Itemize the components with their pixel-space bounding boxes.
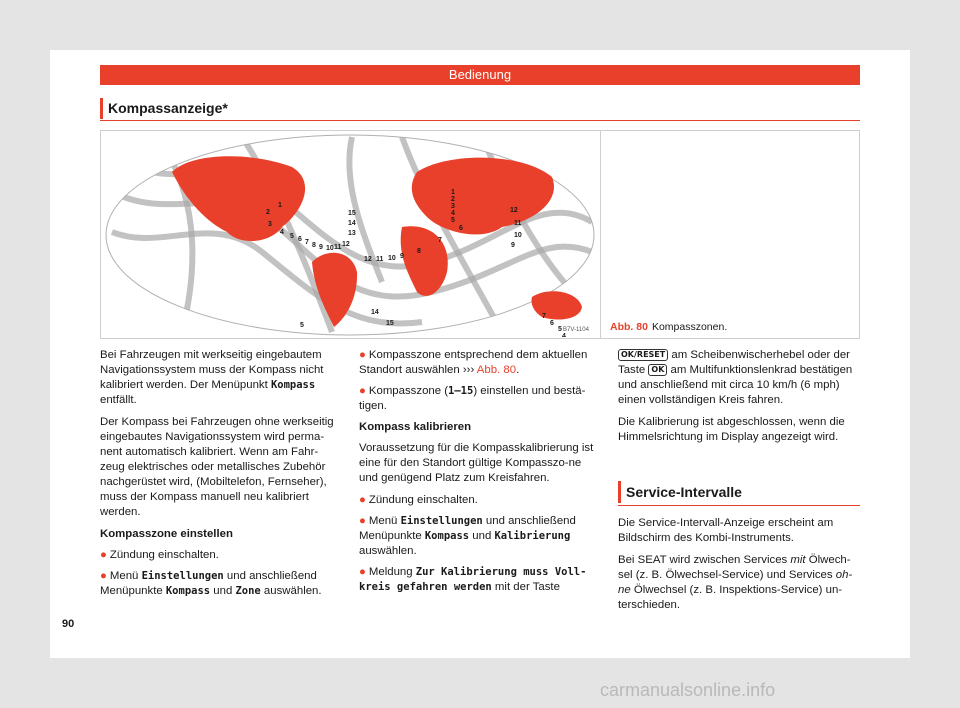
caption-number: Abb. 80 — [610, 321, 648, 333]
zone-label: 6 — [550, 320, 554, 327]
bullet-dot-icon: ● — [359, 385, 366, 397]
bullet-item: ● Zündung einschalten. — [100, 549, 219, 561]
zone-label: 5 — [451, 217, 455, 224]
chapter-band: Bedienung — [100, 65, 860, 85]
caption-text: Kompasszonen. — [651, 321, 728, 333]
bullet-dot-icon: ● — [359, 349, 366, 361]
zone-label: 9 — [511, 242, 515, 249]
zone-label: 6 — [298, 236, 302, 243]
heading-rule — [100, 120, 860, 121]
compass-zone-map — [102, 132, 598, 337]
australia-landmass — [531, 291, 582, 319]
zone-label: 3 — [268, 221, 272, 228]
figure-reference-link[interactable]: Abb. 80 — [474, 364, 517, 376]
zone-label: 15 — [348, 210, 356, 217]
zone-label: 14 — [371, 309, 379, 316]
column-left — [100, 348, 342, 605]
subheading: Kompasszone einstellen — [100, 528, 233, 540]
page-number: 90 — [62, 618, 75, 630]
zone-label: 11 — [514, 220, 522, 227]
zone-label: 3 — [451, 203, 455, 210]
zone-label: 10 — [388, 255, 396, 262]
zone-label: 12 — [342, 241, 350, 248]
zone-label: 10 — [514, 232, 522, 239]
paragraph: Bei Fahrzeugen mit werkseitig eingebautem Navigationssystem muss der Kompass nicht kalibriert werden. Der Menüpunkt Kompass entfällt. — [100, 349, 324, 406]
bullet-item: ● Meldung Zur Kalibrierung muss Voll-kreis gefahren werden mit der Taste — [359, 566, 587, 593]
paragraph: Bei SEAT wird zwischen Services mit Ölwech-sel (z. B. Ölwechsel-Service) und Services oh-ne Ölwechsel (z. B. Inspektions-Service) un-terschieden. — [618, 554, 853, 611]
zone-label: 8 — [417, 248, 421, 255]
zone-label: 9 — [400, 253, 404, 260]
reference-arrows: ››› — [462, 364, 475, 376]
manual-page — [50, 50, 910, 658]
zone-label: 12 — [364, 256, 372, 263]
zone-label: 5 — [558, 326, 562, 333]
zone-label: 13 — [348, 230, 356, 237]
column-middle — [359, 348, 601, 601]
zone-label: 11 — [334, 244, 342, 251]
column-right — [618, 348, 860, 452]
paragraph: Der Kompass bei Fahrzeugen ohne werkseitig eingebautes Navigationssystem wird perma-nent automatisch kalibriert. Wenn am Fahr-zeug elektrisches oder metallisches Zubehör nachgerüstet wird, (Mobiltelefon, Fernseher), muss der Kompass manuell neu kalibriert werden. — [100, 416, 334, 518]
zone-label: 15 — [386, 320, 394, 327]
figure-caption — [610, 320, 727, 334]
zone-label: 10 — [326, 245, 334, 252]
bullet-item: ● Kompasszone (1–15) einstellen und bestä-tigen. — [359, 385, 586, 412]
section-title: Kompassanzeige* — [108, 100, 228, 116]
bullet-dot-icon: ● — [100, 549, 107, 561]
bullet-dot-icon: ● — [359, 566, 366, 578]
zone-label: 9 — [319, 244, 323, 251]
paragraph: OK/RESET am Scheibenwischerhebel oder der Taste OK am Multifunktionslenkrad bestätigen und anschließend mit circa 10 km/h (6 mph) einen vollständigen Kreis fahren. — [618, 349, 853, 406]
paragraph: Voraussetzung für die Kompasskalibrierung ist eine für den Standort gültige Kompasszo-ne und genügend Platz zum Kreisfahren. — [359, 442, 594, 484]
zone-label: 4 — [562, 333, 566, 337]
zone-label: 1 — [278, 202, 282, 209]
bullet-dot-icon: ● — [359, 494, 366, 506]
subsection-rule — [618, 505, 860, 506]
bullet-item: ● Menü Einstellungen und anschließend Menüpunkte Kompass und Kalibrierung auswählen. — [359, 515, 576, 557]
menu-item-code: Kompass — [270, 379, 316, 391]
zone-label: 5 — [290, 233, 294, 240]
zone-label: 2 — [266, 209, 270, 216]
subsection-accent — [618, 481, 621, 503]
paragraph: Die Kalibrierung ist abgeschlossen, wenn die Himmelsrichtung im Display angezeigt wird. — [618, 416, 845, 443]
subheading: Kompass kalibrieren — [359, 421, 472, 433]
zone-label: 1 — [451, 189, 455, 196]
paragraph: Die Service-Intervall-Anzeige erscheint am Bildschirm des Kombi-Instruments. — [618, 517, 834, 544]
figure-divider — [600, 130, 601, 339]
column-right-lower — [618, 516, 860, 620]
bullet-item: ● Kompasszone entsprechend dem aktuellen Standort auswählen ››› Abb. 80. — [359, 349, 588, 376]
bullet-item: ● Zündung einschalten. — [359, 494, 478, 506]
zone-label: 7 — [542, 313, 546, 320]
zone-label: 5 — [300, 322, 304, 329]
zone-label: 7 — [305, 239, 309, 246]
zone-label: 14 — [348, 220, 356, 227]
zone-label: 6 — [459, 225, 463, 232]
bullet-item: ● Menü Einstellungen und anschließend Menüpunkte Kompass und Zone auswählen. — [100, 570, 322, 597]
zone-label: 4 — [451, 210, 455, 217]
heading-accent — [100, 98, 103, 119]
zone-label: 11 — [376, 256, 384, 263]
bullet-dot-icon: ● — [100, 570, 107, 582]
zone-label: 2 — [451, 196, 455, 203]
ok-reset-key-icon: OK/RESET — [618, 349, 668, 361]
ok-key-icon: OK — [648, 364, 667, 376]
figure-code: B7V-1104 — [563, 327, 589, 333]
zone-label: 4 — [280, 229, 284, 236]
bullet-dot-icon: ● — [359, 515, 366, 527]
site-watermark: carmanualsonline.info — [600, 680, 776, 700]
subsection-title: Service-Intervalle — [626, 484, 742, 500]
zone-label: 7 — [438, 237, 442, 244]
zone-label: 12 — [510, 207, 518, 214]
zone-label: 8 — [312, 242, 316, 249]
